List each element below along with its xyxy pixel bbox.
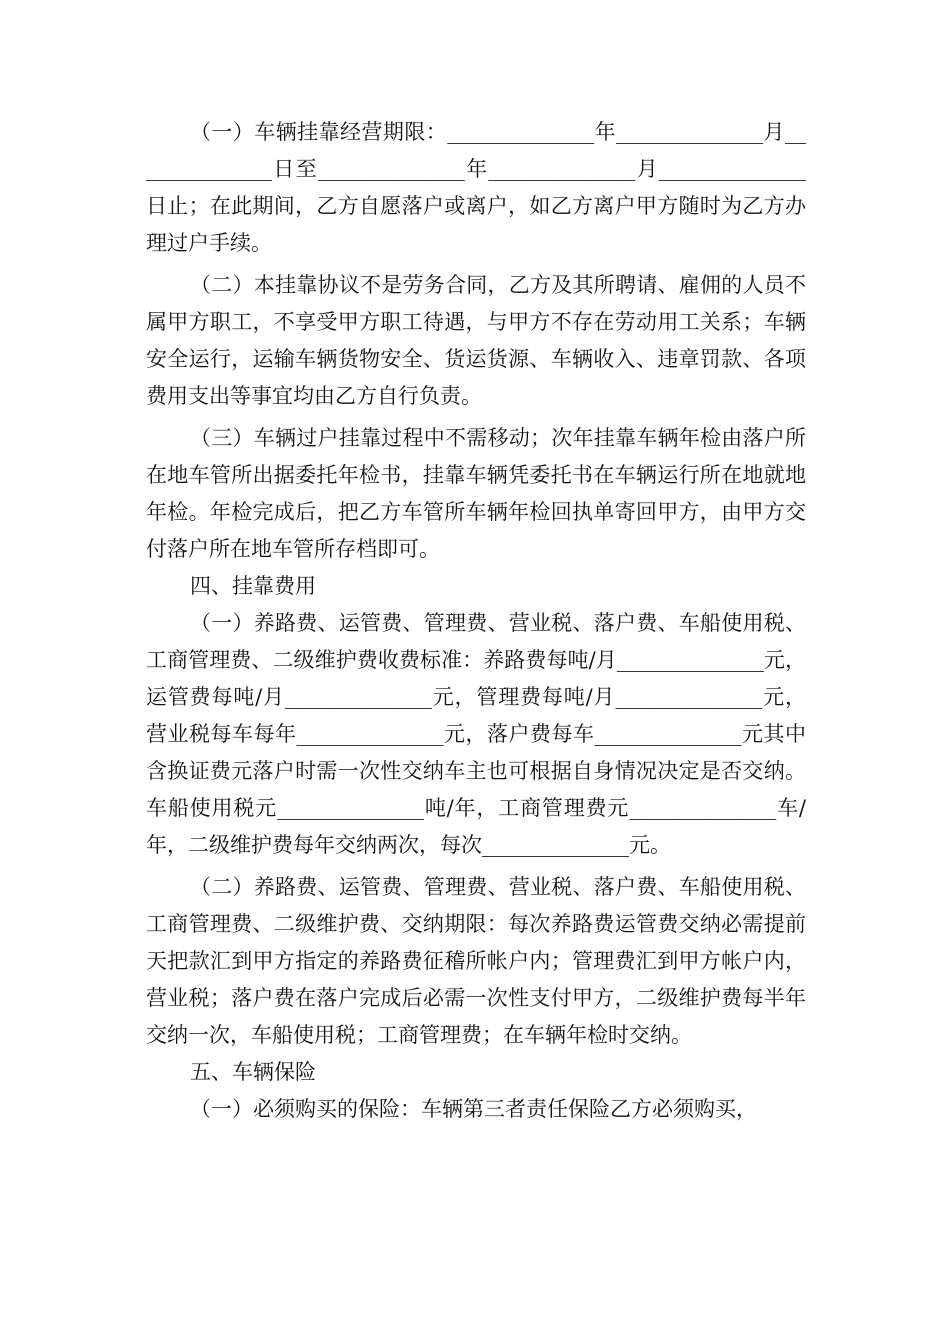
section-heading-fees: 四、挂靠费用	[190, 574, 316, 598]
paragraph-fee-standards: （一）养路费、运管费、管理费、营业税、落户费、车船使用税、工商管理费、二级维护费收费标准：养路费每吨/月______________元，运管费每吨/月______________元，管理费每吨/月______________元，营业税每车每年______________元，落户费每车______________元其中含换证费元落户时需一次性交纳车主也可根据自身情况决定是否交纳。车船使用税元______________吨/年，工商管理费元______________车/年，二级维护费每年交纳两次，每次______________元。	[146, 611, 806, 857]
section-heading-insurance: 五、车辆保险	[190, 1060, 316, 1084]
paragraph-term: （一）车辆挂靠经营期限：______________年______________月______________日至______________年______________月______________日止；在此期间，乙方自愿落户或离户，如乙方离户甲方随时为乙方办理过户手续。	[146, 120, 806, 255]
paragraph-fee-deadlines: （二）养路费、运管费、管理费、营业税、落户费、车船使用税、工商管理费、二级维护费、交纳期限：每次养路费运管费交纳必需提前天把款汇到甲方指定的养路费征稽所帐户内；管理费汇到甲方帐户内，营业税；落户费在落户完成后必需一次性支付甲方，二级维护费每半年交纳一次，车船使用税；工商管理费；在车辆年检时交纳。	[146, 875, 806, 1047]
paragraph-not-labor-contract: （二）本挂靠协议不是劳务合同，乙方及其所聘请、雇佣的人员不属甲方职工，不享受甲方职工待遇，与甲方不存在劳动用工关系；车辆安全运行，运输车辆货物安全、货运货源、车辆收入、违章罚款、各项费用支出等事宜均由乙方自行负责。	[146, 273, 806, 408]
paragraph-required-insurance: （一）必须购买的保险：车辆第三者责任保险乙方必须购买，	[190, 1097, 757, 1121]
paragraph-annual-inspection: （三）车辆过户挂靠过程中不需移动；次年挂靠车辆年检由落户所在地车管所出据委托年检书，挂靠车辆凭委托书在车辆运行所在地就地年检。年检完成后，把乙方车管所车辆年检回执单寄回甲方，由甲方交付落户所在地车管所存档即可。	[146, 426, 806, 561]
document-body	[146, 114, 806, 1128]
